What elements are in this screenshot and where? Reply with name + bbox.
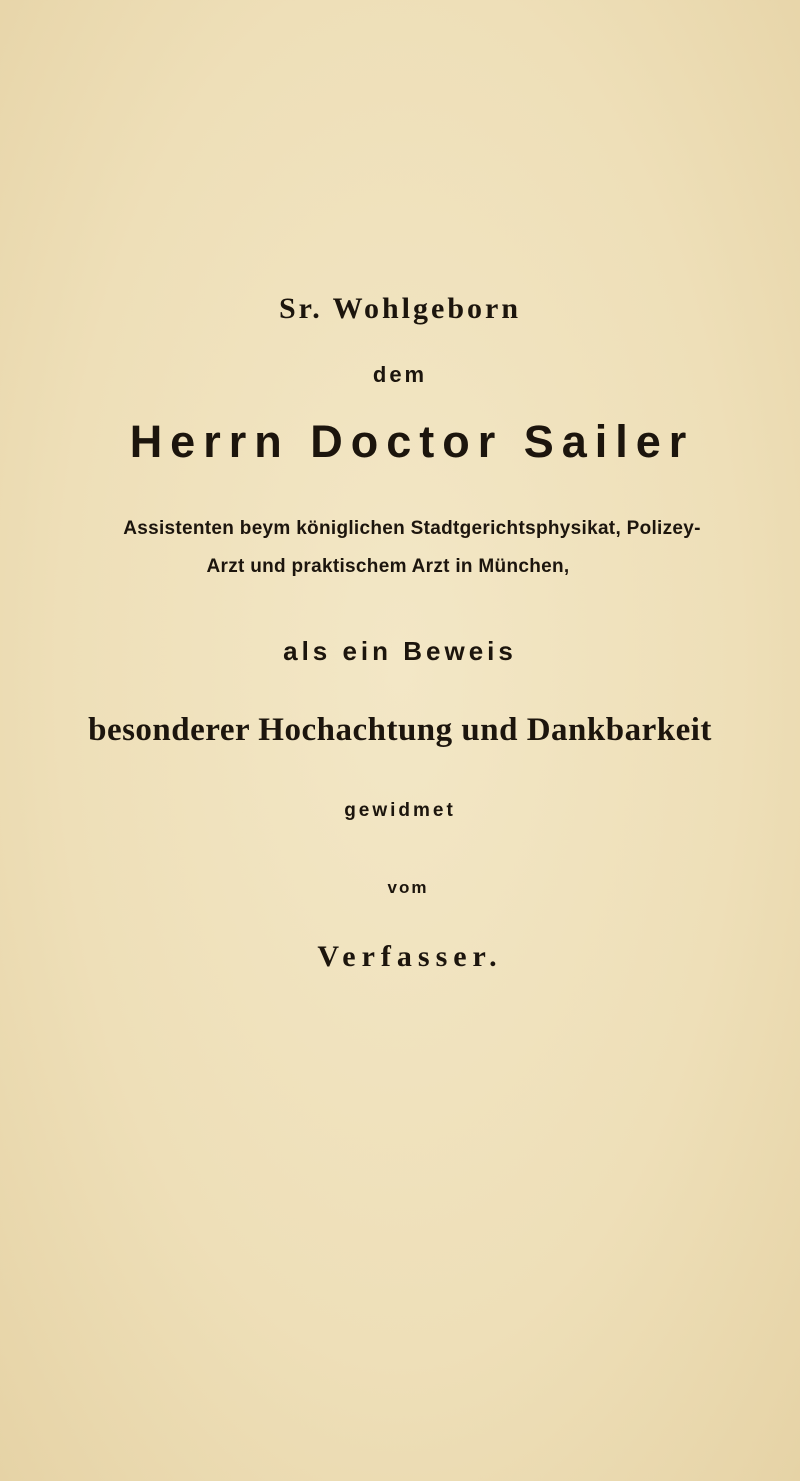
recipient-name: Herrn Doctor Sailer: [129, 416, 695, 467]
recipient-description-line-1: Assistenten beym königlichen Stadtgerichtsphysikat, Polizey-: [123, 518, 701, 539]
recipient-description-line-2: Arzt und praktischem Arzt in München,: [206, 556, 570, 577]
from-line: vom: [387, 878, 429, 897]
author-line: Verfasser.: [317, 940, 503, 973]
as-proof-line: als ein Beweis: [283, 636, 517, 666]
esteem-line: besonderer Hochachtung und Dankbarkeit: [88, 712, 712, 748]
salutation: Sr. Wohlgeborn: [278, 292, 522, 325]
article-dem: dem: [372, 362, 428, 387]
dedicated-line: gewidmet: [344, 800, 456, 821]
